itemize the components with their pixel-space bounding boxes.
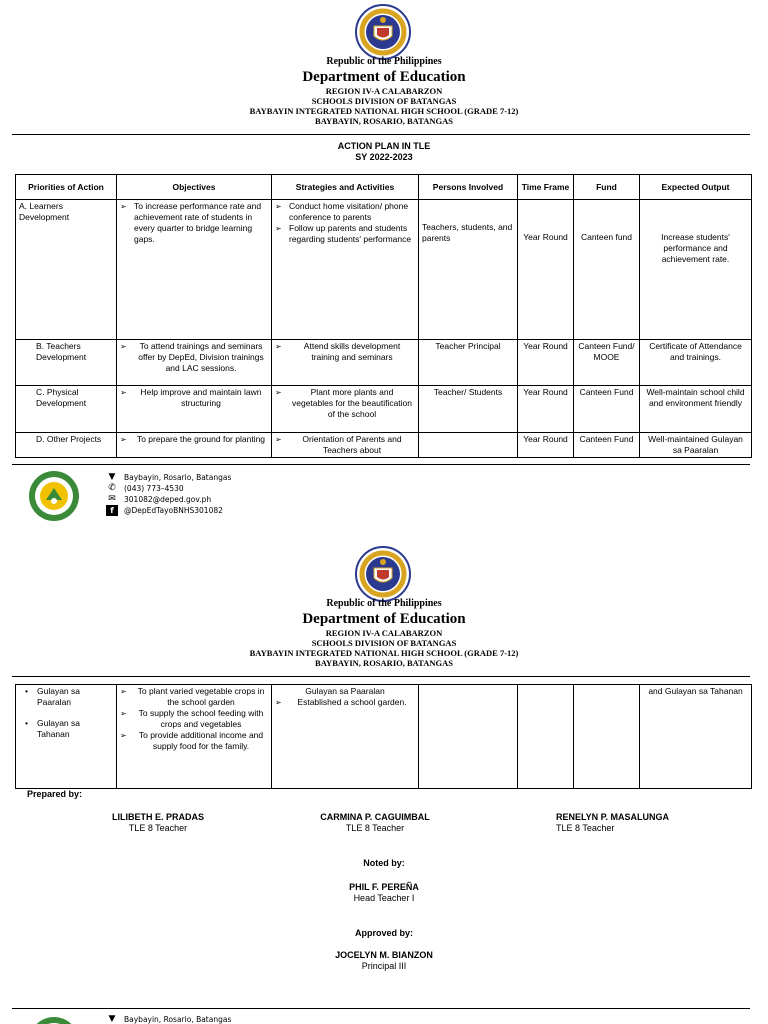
signatory-title: Head Teacher I [353, 893, 415, 903]
school-logo-icon [28, 1016, 80, 1024]
department-title: Department of Education [302, 611, 466, 627]
signatory-approved [0, 950, 768, 972]
address-text: Baybayin, Rosario, Batangas [124, 473, 232, 482]
footer [0, 1012, 768, 1024]
persons-cell: Teacher Principal [419, 340, 518, 386]
contact-address [106, 1014, 231, 1024]
table-row [16, 685, 752, 789]
address-line: BAYBAYIN, ROSARIO, BATANGAS [315, 658, 453, 668]
contact-email[interactable] [106, 494, 231, 505]
school-line: BAYBAYIN INTEGRATED NATIONAL HIGH SCHOOL (GRADE 7-12) [249, 648, 519, 658]
contact-address [106, 472, 231, 483]
footer-divider [12, 1008, 750, 1009]
plan-title-text: ACTION PLAN IN TLE [337, 141, 431, 151]
strategy-item: ➢ Conduct home visitation/ phone conference to parents [275, 201, 415, 223]
strategy-item: ➢ Orientation of Parents and Teachers about [275, 434, 415, 456]
letterhead [0, 56, 768, 126]
approved-by-label: Approved by: [354, 928, 413, 938]
col-header: Time Frame [518, 175, 574, 200]
division-line: SCHOOLS DIVISION OF BATANGAS [311, 638, 457, 648]
time-cell: Year Round [518, 200, 574, 340]
plan-year: SY 2022-2023 [355, 152, 413, 162]
persons-cell: Teachers, students, and parents [419, 200, 518, 340]
strategies-cell [272, 386, 419, 433]
signatory-prepared-2 [295, 812, 455, 834]
objective-item: ➢ To increase performance rate and achievement rate of students in every quarter to bridge learning gaps. [120, 201, 268, 245]
output-cell: and Gulayan sa Tahanan [640, 685, 752, 789]
region-line: REGION IV-A CALABARZON [325, 628, 443, 638]
signatory-name: JOCELYN M. BIANZON [335, 950, 433, 960]
republic-line: Republic of the Philippines [326, 598, 442, 609]
address-text: Baybayin, Rosario, Batangas [124, 1015, 232, 1024]
footer-divider [12, 464, 750, 465]
signatory-name: CARMINA P. CAGUIMBAL [320, 812, 430, 822]
output-cell: Well-maintained Gulayan sa Paaralan [640, 433, 752, 458]
col-header: Fund [574, 175, 640, 200]
facebook-icon: f [106, 505, 118, 516]
col-header: Expected Output [640, 175, 752, 200]
header-divider [12, 676, 750, 677]
department-title: Department of Education [302, 69, 466, 85]
signatory-prepared-3 [556, 812, 669, 834]
persons-cell: Teacher/ Students [419, 386, 518, 433]
signatory-title: Principal III [361, 961, 407, 971]
signatory-title: TLE 8 Teacher [128, 823, 188, 833]
phone-icon: ✆ [108, 483, 116, 493]
table-header-row [16, 175, 752, 200]
col-header: Strategies and Activities [272, 175, 419, 200]
letterhead [0, 598, 768, 668]
contact-info [106, 1014, 231, 1024]
address-line: BAYBAYIN, ROSARIO, BATANGAS [315, 116, 453, 126]
header-divider [12, 134, 750, 135]
priority-item: • Gulayan sa Tahanan [19, 718, 113, 740]
facebook-text[interactable]: @DepEdTayoBNHS301082 [124, 506, 223, 515]
signatory-noted [0, 882, 768, 904]
objective-item: ➢ To provide additional income and supply food for the family. [120, 730, 268, 752]
contact-info [106, 472, 231, 516]
objectives-cell [117, 200, 272, 340]
signatory-name: PHIL F. PEREÑA [349, 882, 419, 892]
contact-phone [106, 483, 231, 494]
page-2 [0, 540, 768, 1024]
priority-cell: D. Other Projects [16, 433, 117, 458]
time-cell: Year Round [518, 340, 574, 386]
signatory-prepared-1 [88, 812, 228, 834]
email-text[interactable]: 301082@deped.gov.ph [124, 495, 212, 504]
location-pin-icon: ▼ [108, 1014, 116, 1024]
action-plan-table-continued [15, 684, 752, 789]
strategy-item: ➢ Plant more plants and vegetables for the beautification of the school [275, 387, 415, 420]
signatory-title: TLE 8 Teacher [556, 823, 615, 833]
strategies-cell [272, 433, 419, 458]
strategy-item: ➢ Attend skills development training and seminars [275, 341, 415, 363]
table-row [16, 340, 752, 386]
school-line: BAYBAYIN INTEGRATED NATIONAL HIGH SCHOOL (GRADE 7-12) [249, 106, 519, 116]
mail-icon: ✉ [108, 494, 116, 504]
division-line: SCHOOLS DIVISION OF BATANGAS [311, 96, 457, 106]
strategies-cell [272, 685, 419, 789]
priority-cell: A. Learners Development [16, 200, 117, 340]
fund-cell: Canteen Fund [574, 433, 640, 458]
fund-cell: Canteen Fund/ MOOE [574, 340, 640, 386]
strategy-text: Gulayan sa Paaralan [305, 686, 385, 696]
fund-cell: Canteen Fund [574, 386, 640, 433]
objectives-cell [117, 433, 272, 458]
output-cell: Certificate of Attendance and trainings. [640, 340, 752, 386]
deped-seal-icon [355, 4, 411, 60]
strategies-cell [272, 200, 419, 340]
republic-line: Republic of the Philippines [326, 56, 442, 67]
strategies-cell [272, 340, 419, 386]
objectives-cell [117, 685, 272, 789]
noted-by-label: Noted by: [363, 858, 405, 868]
signatory-title: TLE 8 Teacher [345, 823, 405, 833]
priority-item: • Gulayan sa Paaralan [19, 686, 113, 708]
time-cell [518, 685, 574, 789]
signatory-name: LILIBETH E. PRADAS [111, 812, 204, 822]
school-logo-icon [28, 470, 80, 522]
output-cell: Increase students' performance and achievement rate. [640, 200, 752, 340]
output-cell: Well-maintain school child and environment friendly [640, 386, 752, 433]
signatory-name: RENELYN P. MASALUNGA [556, 812, 670, 822]
phone-text: (043) 773–4530 [124, 484, 184, 493]
objective-item: ➢ To attend trainings and seminars offer by DepEd, Division trainings and LAC sessions. [120, 341, 268, 374]
priority-cell: C. Physical Development [16, 386, 117, 433]
action-plan-table [15, 174, 752, 458]
table-row [16, 200, 752, 340]
strategy-item: ➢ Follow up parents and students regarding students' performance [275, 223, 415, 245]
objective-item: ➢ To supply the school feeding with crops and vegetables [120, 708, 268, 730]
objective-item: ➢ To prepare the ground for planting [120, 434, 268, 445]
location-pin-icon: ▼ [108, 472, 116, 482]
fund-cell [574, 685, 640, 789]
col-header: Objectives [117, 175, 272, 200]
deped-seal-icon [355, 546, 411, 602]
fund-cell: Canteen fund [574, 200, 640, 340]
priority-cell: B. Teachers Development [16, 340, 117, 386]
objectives-cell [117, 386, 272, 433]
time-cell: Year Round [518, 386, 574, 433]
prepared-by-label: Prepared by: [27, 789, 83, 799]
objective-item: ➢ To plant varied vegetable crops in the school garden [120, 686, 268, 708]
col-header: Priorities of Action [16, 175, 117, 200]
plan-title [0, 141, 768, 163]
time-cell: Year Round [518, 433, 574, 458]
priority-cell [16, 685, 117, 789]
table-row [16, 386, 752, 433]
contact-facebook[interactable] [106, 505, 231, 516]
col-header: Persons Involved [419, 175, 518, 200]
region-line: REGION IV-A CALABARZON [325, 86, 443, 96]
persons-cell [419, 685, 518, 789]
objectives-cell [117, 340, 272, 386]
objective-item: ➢ Help improve and maintain lawn structuring [120, 387, 268, 409]
persons-cell [419, 433, 518, 458]
table-row [16, 433, 752, 458]
strategy-item: ➢ Established a school garden. [275, 697, 415, 708]
